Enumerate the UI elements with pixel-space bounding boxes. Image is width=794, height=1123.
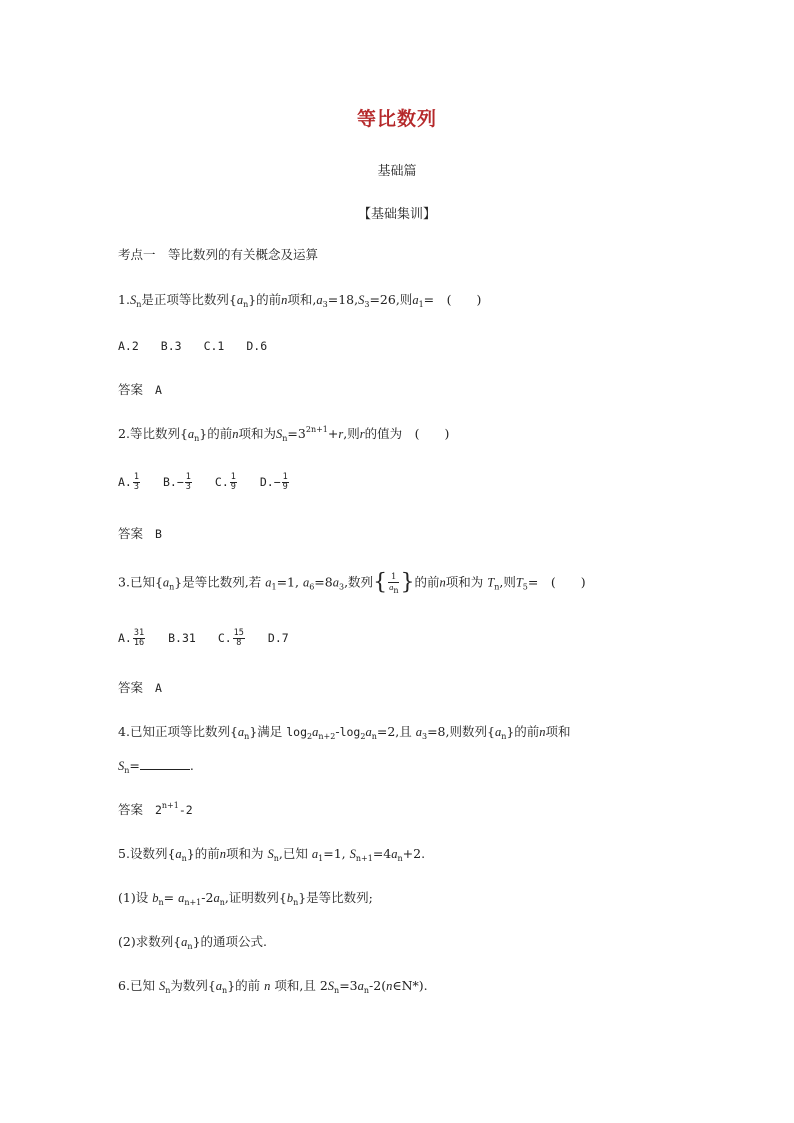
answer-3: 答案 A	[118, 680, 162, 695]
option-b: B.− $\frac{1}{3}$	[162, 472, 191, 492]
option-b: B.3	[160, 339, 182, 353]
option-c: C.1	[203, 339, 225, 353]
question-2-options	[118, 473, 290, 492]
option-d: D.6	[246, 339, 268, 353]
option-c: C. $\frac{1}{9}$	[214, 472, 236, 492]
option-c: C. $\frac{15}{8}$	[217, 628, 244, 648]
option-d: D.7	[267, 631, 289, 645]
option-a: A. $\frac{1}{3}$	[118, 472, 139, 492]
question-1: $1.S_n$是正项等比数列$\{a_n\}$的前n项和$,a_3=18,S_3=26$,则$a_1=$ ( )	[118, 292, 482, 309]
question-2: 2.等比数列$\{a_n\}$的前n项和为$S_n=3^{2n+1}+r$,则r的值为 ( )	[118, 425, 450, 443]
section-heading: 【基础集训】	[357, 207, 436, 222]
answer-4: 答案 $2^{n+1}-2$	[118, 801, 193, 817]
question-4: 4.已知正项等比数列$\{a_n\}$满足 $\log_2a_{n+2}-\log_2a_n=2$,且 $a_3=8$,则数列$\{a_n\}$的前n项和	[118, 724, 571, 741]
option-d: D.− $\frac{1}{9}$	[259, 472, 288, 492]
option-a: A.2	[118, 339, 139, 353]
answer-blank	[140, 757, 190, 770]
question-5-part-1: (1)设 $b_n= a_{n+1}-2a_n$,证明数列$\{b_n\}$是等比数列;	[118, 890, 373, 907]
answer-1: 答案 A	[118, 382, 162, 397]
option-b: B.31	[168, 631, 196, 645]
question-5: 5.设数列$\{a_n\}$的前n项和为 $S_n$,已知 $a_1=1$, $S_{n+1}=4a_n+2$.	[118, 846, 426, 863]
answer-2: 答案 B	[118, 526, 162, 541]
question-3: 3.已知$\{a_n\}$是等比数列,若 $a_1=1$, $a_6=8a_3$,数列{ $\frac{1}{a_n}$ }的前n项和为 $T_n$,则$T_5=$ ( )	[118, 570, 586, 595]
page-title: 等比数列	[356, 108, 437, 130]
question-6: 6.已知 $S_n$为数列$\{a_n\}$的前 n 项和,且 $2S_n=3a_n-2(n\in N*)$.	[118, 978, 428, 995]
question-5-part-2: (2)求数列$\{a_n\}$的通项公式.	[118, 934, 268, 951]
option-a: A. $\frac{31}{16}$	[118, 628, 145, 648]
question-3-options	[118, 629, 289, 648]
topic-heading: 考点一 等比数列的有关概念及运算	[118, 247, 319, 262]
subtitle: 基础篇	[377, 164, 417, 179]
question-4-cont: $S_n=$ .	[118, 758, 194, 775]
question-1-options	[118, 337, 267, 355]
